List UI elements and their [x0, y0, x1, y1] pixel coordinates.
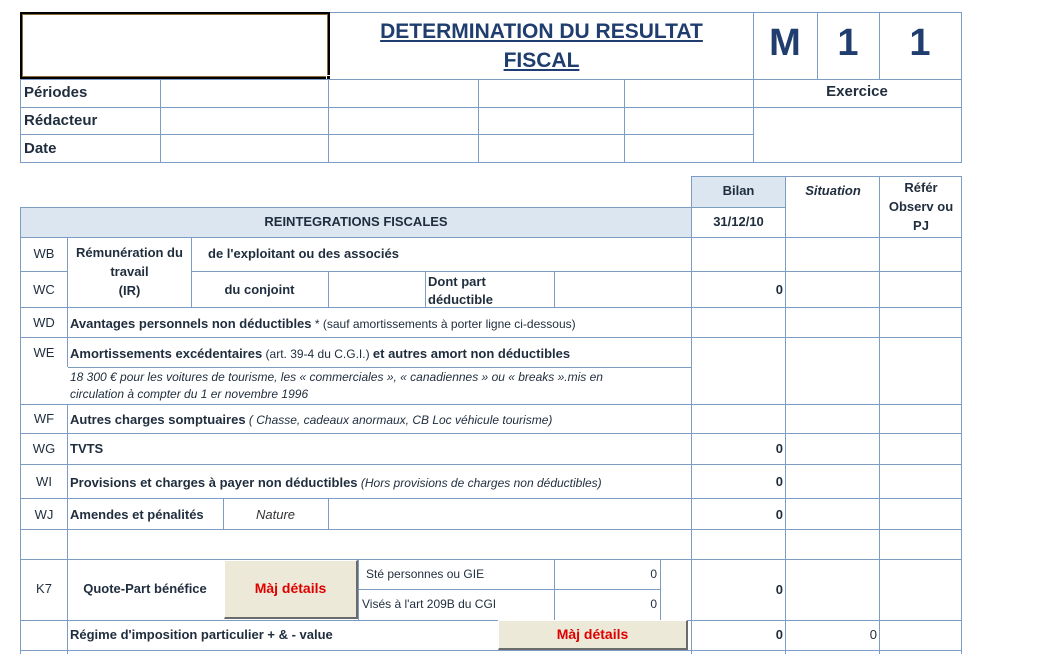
situation-col-label: Situation [805, 183, 861, 198]
row-wi-code: WI [36, 474, 52, 489]
refer-line3: PJ [913, 218, 929, 233]
row-regime-bilan[interactable]: 0 [775, 627, 783, 642]
row-wf-note: ( Chasse, cadeaux anormaux, CB Loc véhicule tourisme) [245, 413, 553, 427]
regime-update-details-button[interactable]: Màj détails [498, 620, 688, 650]
row-wi-note: (Hors provisions de charges non déductibles) [357, 476, 602, 490]
selected-cell[interactable] [20, 12, 330, 79]
row-wd-label [70, 315, 576, 333]
row-wg-label: TVTS [70, 441, 104, 456]
row-wf-title: Autres charges somptuaires [70, 412, 246, 427]
page-title-line2: FISCAL [503, 49, 580, 72]
bilan-date: 31/12/10 [713, 214, 764, 229]
row-wf-code: WF [33, 411, 55, 426]
page-title-line1: DETERMINATION DU RESULTAT [380, 20, 703, 43]
row-wd-title: Avantages personnels non déductibles [70, 316, 312, 331]
row-wj-code: WJ [34, 507, 54, 522]
code-num1: 1 [837, 22, 859, 64]
k7-update-details-button[interactable]: Màj détails [224, 560, 358, 619]
row-wc-code: WC [33, 282, 55, 297]
row-k7-bilan[interactable]: 0 [775, 582, 783, 597]
row-we-sub-line1: 18 300 € pour les voitures de tourisme, les « commerciales », « canadiennes » ou « breaks ».mis en [70, 370, 603, 384]
row-k7-sub2-label: Visés à l'art 209B du CGI [362, 597, 497, 611]
row-wb-desc: de l'exploitant ou des associés [208, 246, 399, 261]
redacteur-label: Rédacteur [24, 112, 98, 129]
row-wd-code: WD [33, 315, 55, 330]
row-we-title: Amortissements excédentaires [70, 346, 263, 361]
row-we-sub-line2: circulation à compter du 1 er novembre 1996 [70, 387, 309, 401]
exercice-label: Exercice [826, 83, 888, 100]
periodes-label: Périodes [24, 84, 88, 101]
row-wg-code: WG [32, 441, 56, 456]
refer-col-label [880, 178, 962, 235]
row-we-code: WE [33, 345, 55, 360]
row-wg-bilan[interactable]: 0 [775, 441, 783, 456]
row-we-note: (art. 39-4 du C.G.I.) [262, 347, 373, 361]
row-wi-label [70, 474, 602, 492]
row-we-title2: et autres amort non déductibles [372, 346, 571, 361]
row-wc-desc: du conjoint [224, 282, 295, 297]
bilan-col-label: Bilan [722, 183, 755, 198]
row-wf-label [70, 411, 552, 429]
refer-line1: Référ [904, 180, 938, 195]
row-wc-bilan[interactable]: 0 [775, 282, 783, 297]
row-k7-label: Quote-Part bénéfice [83, 581, 207, 596]
row-k7-sub2-value[interactable]: 0 [650, 597, 657, 611]
row-we-sub [70, 369, 690, 403]
date-label: Date [24, 140, 57, 157]
row-wi-bilan[interactable]: 0 [775, 474, 783, 489]
page-title [330, 17, 753, 75]
row-regime-label: Régime d'imposition particulier + & - value [70, 627, 333, 642]
row-wb-label [68, 243, 191, 300]
row-wd-note: * (sauf amortissements à porter ligne ci-dessous) [311, 317, 576, 331]
row-we-label [70, 345, 570, 363]
row-wc-dont [428, 273, 493, 309]
row-k7-sub1-value[interactable]: 0 [650, 567, 657, 581]
row-wj-bilan[interactable]: 0 [775, 507, 783, 522]
code-num2: 1 [909, 22, 931, 64]
row-regime-situation[interactable]: 0 [869, 627, 877, 642]
code-letter: M [769, 22, 801, 64]
row-wj-label: Amendes et pénalités [70, 507, 204, 522]
row-wi-title: Provisions et charges à payer non déductibles [70, 475, 358, 490]
refer-line2: Observ ou [888, 199, 954, 214]
row-wb-code: WB [33, 246, 55, 261]
row-k7-code: K7 [36, 581, 52, 596]
row-wc-dont-line1: Dont part [428, 274, 486, 289]
row-wj-nature: Nature [255, 507, 296, 522]
row-wc-dont-line2: déductible [428, 292, 494, 307]
row-wb-label-line2: travail [110, 264, 149, 279]
section-title: REINTEGRATIONS FISCALES [264, 214, 448, 229]
row-wb-label-line3: (IR) [118, 283, 141, 298]
row-wb-label-line1: Rémunération du [76, 245, 183, 260]
row-k7-sub1-label: Sté personnes ou GIE [366, 567, 485, 581]
